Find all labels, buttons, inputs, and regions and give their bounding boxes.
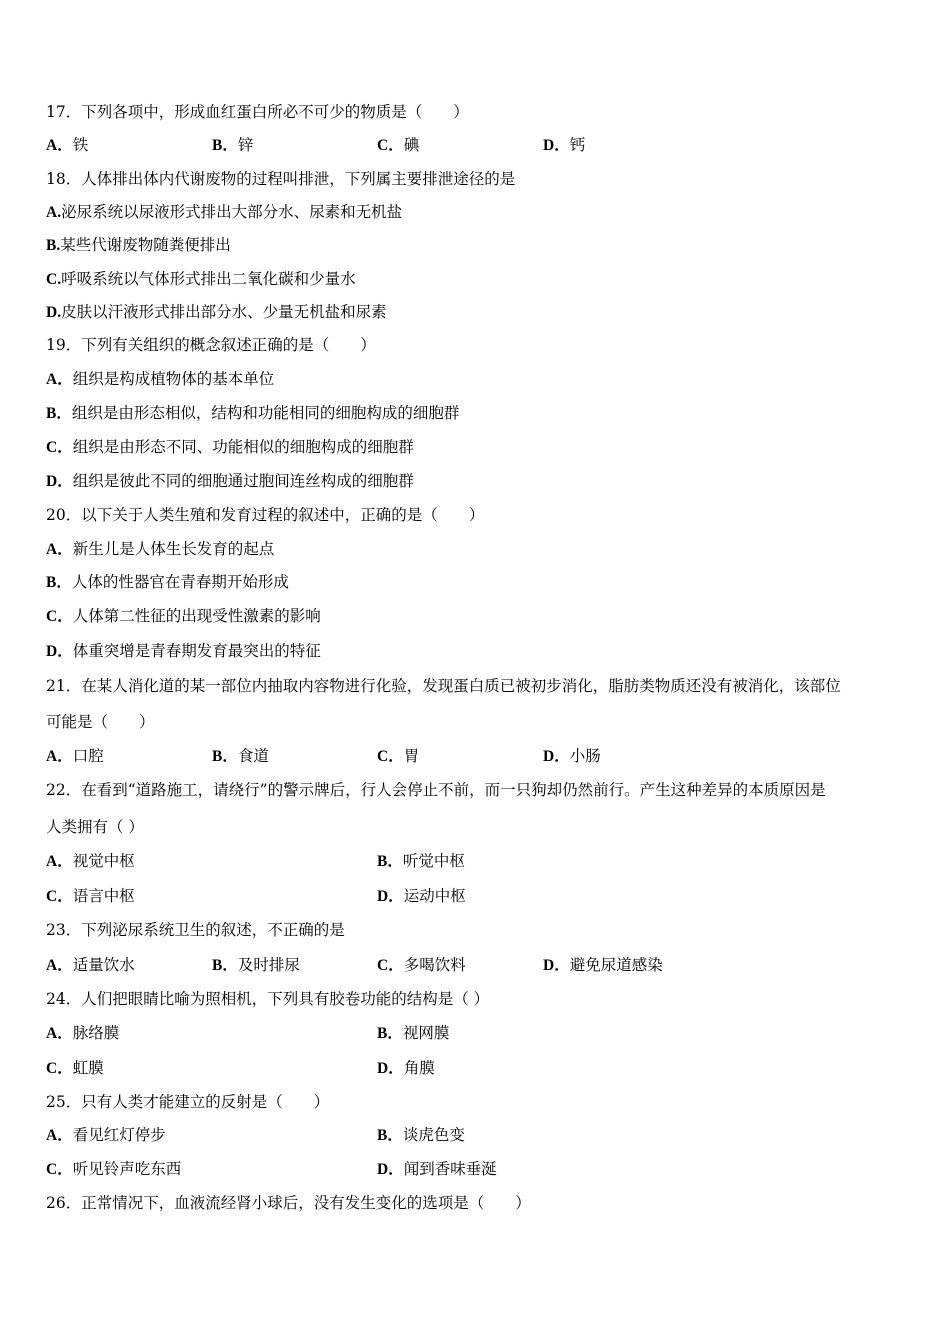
options-row [46,1021,904,1045]
option-text: 视觉中枢 [72,852,135,870]
option-text: 碘 [403,136,420,154]
options-row [46,953,904,977]
options-row [46,133,904,157]
option-letter: B． [46,405,72,422]
option-d [46,639,321,663]
option-letter: C． [46,608,73,625]
option-letter: A． [46,371,73,388]
option-c [46,604,321,628]
question-stem: 19．下列有关组织的概念叙述正确的是（ ） [46,336,376,354]
options-row [46,849,904,873]
option-d [46,300,387,324]
option-letter: C． [377,137,404,154]
options-row [46,367,904,391]
option-b [377,1021,449,1045]
option-letter: C. [46,271,62,288]
option-b [46,570,289,594]
option-letter: D． [46,473,73,490]
option-c [46,1056,104,1080]
option-text: 泌尿系统以尿液形式排出大部分水、尿素和无机盐 [61,203,403,221]
option-a [46,1123,166,1147]
option-d [377,1157,497,1181]
question-stem: 26．正常情况下，血液流经肾小球后，没有发生变化的选项是（ ） [46,1194,531,1212]
option-text: 语言中枢 [72,887,135,905]
option-text: 人体第二性征的出现受性激素的影响 [72,607,321,625]
options-row [46,233,904,257]
option-letter: C． [377,748,404,765]
option-letter: B． [212,957,238,974]
question-stem: 可能是（ ） [46,713,155,731]
option-letter: C． [377,957,404,974]
option-letter: D． [377,1060,404,1077]
question-stem: 24．人们把眼睛比喻为照相机，下列具有胶卷功能的结构是（ ） [46,990,490,1008]
options-row [46,884,904,908]
option-letter: D． [543,957,570,974]
option-text: 组织是构成植物体的基本单位 [72,370,275,388]
option-a [46,1021,119,1045]
option-a [46,849,135,873]
option-letter: D． [377,1161,404,1178]
options-row [46,469,904,493]
option-a [46,537,274,561]
option-letter: B． [212,748,238,765]
option-letter: C． [46,888,73,905]
question-stem: 人类拥有（ ） [46,818,144,836]
option-d [543,953,663,977]
option-text: 虹膜 [72,1059,104,1077]
option-text: 小肠 [569,747,601,765]
option-letter: A． [46,137,73,154]
option-d [377,884,466,908]
option-letter: B． [46,574,72,591]
option-b [377,849,465,873]
option-text: 人体的性器官在青春期开始形成 [71,573,289,591]
option-b [212,744,269,768]
option-text: 组织是彼此不同的细胞通过胞间连丝构成的细胞群 [72,472,414,490]
option-letter: C． [46,439,73,456]
options-row [46,200,904,224]
options-row [46,744,904,768]
option-letter: A. [46,204,62,221]
options-row [46,537,904,561]
option-text: 胃 [403,747,420,765]
option-a [46,953,135,977]
option-letter: D. [46,304,62,321]
option-letter: A． [46,748,73,765]
option-text: 锌 [237,136,254,154]
option-b [46,233,231,257]
option-text: 多喝饮料 [403,956,466,974]
options-row [46,267,904,291]
option-text: 运动中枢 [403,887,466,905]
option-letter: A． [46,1127,73,1144]
question-stem: 17．下列各项中，形成血红蛋白所必不可少的物质是（ ） [46,103,469,121]
option-text: 钙 [569,136,586,154]
option-text: 谈虎色变 [402,1126,465,1144]
option-a [46,200,402,224]
option-b [46,401,459,425]
options-row [46,570,904,594]
option-text: 及时排尿 [237,956,300,974]
option-text: 皮肤以汗液形式排出部分水、少量无机盐和尿素 [61,303,387,321]
question-stem: 23．下列泌尿系统卫生的叙述，不正确的是 [46,921,345,939]
option-a [46,744,104,768]
option-text: 听见铃声吃东西 [72,1160,182,1178]
option-c [377,744,419,768]
option-c [46,884,135,908]
option-text: 适量饮水 [72,956,135,974]
option-text: 某些代谢废物随粪便排出 [60,236,231,254]
option-text: 组织是由形态不同、功能相似的细胞构成的细胞群 [72,438,414,456]
option-letter: A． [46,853,73,870]
option-text: 体重突增是青春期发育最突出的特征 [72,642,321,660]
options-row [46,604,904,628]
option-d [543,133,585,157]
option-text: 呼吸系统以气体形式排出二氧化碳和少量水 [61,270,356,288]
option-text: 闻到香味垂涎 [403,1160,497,1178]
options-row [46,1157,904,1181]
option-text: 角膜 [403,1059,435,1077]
option-text: 铁 [72,136,89,154]
option-text: 视网膜 [402,1024,450,1042]
option-letter: A． [46,957,73,974]
option-letter: C． [46,1161,73,1178]
option-a [46,367,274,391]
option-letter: A． [46,1025,73,1042]
option-text: 脉络膜 [72,1024,120,1042]
options-row [46,401,904,425]
options-row [46,1056,904,1080]
question-stem: 18．人体排出体内代谢废物的过程叫排泄，下列属主要排泄途径的是 [46,170,516,188]
options-row [46,435,904,459]
option-text: 避免尿道感染 [569,956,663,974]
option-text: 新生儿是人体生长发育的起点 [72,540,275,558]
option-letter: D． [377,888,404,905]
option-d [543,744,601,768]
question-stem: 25．只有人类才能建立的反射是（ ） [46,1093,330,1111]
option-text: 组织是由形态相似，结构和功能相同的细胞构成的细胞群 [71,404,460,422]
option-b [212,953,300,977]
option-letter: A． [46,541,73,558]
option-d [377,1056,435,1080]
option-letter: B． [377,1127,403,1144]
option-text: 口腔 [72,747,104,765]
option-letter: C． [46,1060,73,1077]
option-a [46,133,88,157]
option-b [377,1123,465,1147]
question-stem: 20．以下关于人类生殖和发育过程的叙述中，正确的是（ ） [46,506,485,524]
option-c [46,1157,181,1181]
option-text: 看见红灯停步 [72,1126,166,1144]
option-b [212,133,253,157]
option-d [46,469,414,493]
option-c [46,435,414,459]
option-letter: B． [377,853,403,870]
option-letter: D． [46,643,73,660]
option-letter: B. [46,237,61,254]
question-stem: 21．在某人消化道的某一部位内抽取内容物进行化验，发现蛋白质已被初步消化，脂肪类物质还没有被消化，该部位 [46,677,841,695]
options-row [46,639,904,663]
question-stem: 22．在看到“道路施工，请绕行”的警示牌后，行人会停止不前，而一只狗却仍然前行。产生这种差异的本质原因是 [46,781,826,799]
option-letter: B． [377,1025,403,1042]
options-row [46,300,904,324]
option-text: 听觉中枢 [402,852,465,870]
option-letter: D． [543,137,570,154]
option-letter: B． [212,137,238,154]
option-text: 食道 [237,747,269,765]
option-letter: D． [543,748,570,765]
options-row [46,1123,904,1147]
option-c [46,267,356,291]
option-c [377,133,419,157]
option-c [377,953,466,977]
